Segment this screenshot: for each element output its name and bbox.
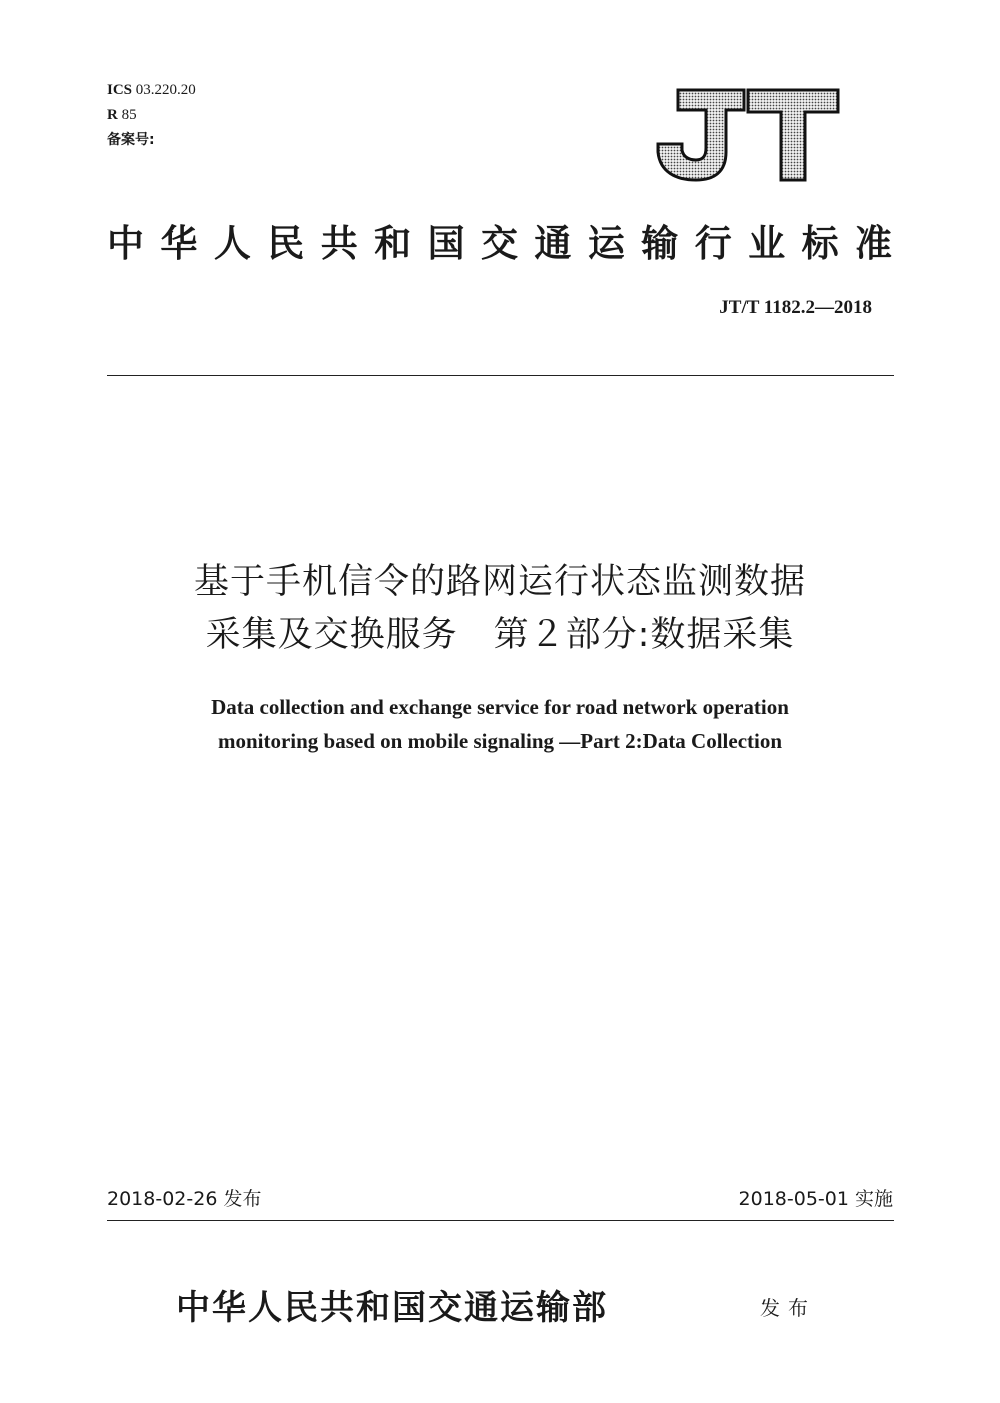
class-value: 85 [121,107,137,123]
ics-label: ICS [107,82,133,98]
class-label: R [107,107,118,123]
record-number-label: 备案号: [107,132,155,148]
ics-row [107,78,196,103]
class-row [107,103,196,128]
document-title-en-line2: monitoring based on mobile signaling —Part 2:Data Collection [217,729,783,753]
publisher-name: 中华人民共和国交通运输部 [176,1288,608,1328]
ics-value: 03.220.20 [135,82,196,98]
document-title-en-line1: Data collection and exchange service for road network operation [211,695,789,719]
publish-label: 发布 [760,1296,816,1320]
jt-standard-logo [652,86,842,186]
bottom-divider [107,1220,894,1221]
standard-category-title: 中华人民共和国交通运输行业标准 [107,221,893,265]
issue-date: 2018-02-26 发布 [107,1188,262,1210]
document-title-cn-line2: 采集及交换服务 第２部分:数据采集 [205,615,795,655]
standard-code: JT/T 1182.2—2018 [719,297,872,318]
classification-block [107,78,196,153]
top-divider [107,375,894,376]
effective-date: 2018-05-01 实施 [738,1188,893,1210]
document-title-cn-line1: 基于手机信令的路网运行状态监测数据 [193,562,806,602]
